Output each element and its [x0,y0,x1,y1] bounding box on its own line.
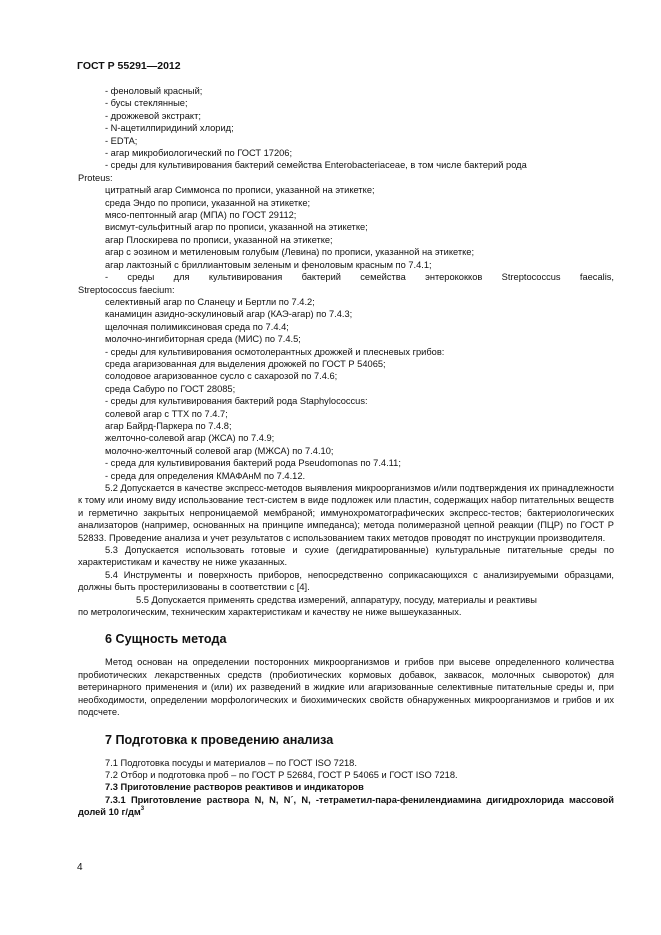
reagent-list [78,85,614,482]
list-item: Streptococcus faecium: [78,284,175,295]
paragraph-5-4: 5.4 Инструменты и поверхность приборов, непосредственно соприкасающихся с анализируемыми образцами, должны быть простерилизованы в соответствии с [4]. [78,569,614,593]
list-item: агар Байрд-Паркера по 7.4.8; [105,420,232,431]
list-item: - среды для культивирования бактерий семейства Enterobacteriaceae, в том числе бактерий рода [105,160,527,171]
list-item: агар Плоскирева по прописи, указанной на этикетке; [105,234,333,245]
list-item: висмут-сульфитный агар по прописи, указанной на этикетке; [105,222,368,233]
standard-header: ГОСТ Р 55291—2012 [77,60,181,72]
page-number: 4 [77,862,83,873]
list-item: - феноловый красный; [105,86,203,96]
list-item: - среды для культивирования осмотолерантных дрожжей и плесневых грибов: [105,346,445,357]
paragraph-5-5-line1: 5.5 Допускается применять средства измерений, аппаратуру, посуду, материалы и реактивы [136,594,537,605]
list-item: солодовое агаризованное сусло с сахарозой по 7.4.6; [105,371,338,382]
list-item: агар лактозный с бриллиантовым зеленым и феноловым красным по 7.4.1; [105,259,432,270]
list-item: - агар микробиологический по ГОСТ 17206; [105,148,293,159]
list-item: канамицин азидно-эскулиновый агар (КАЭ-агар) по 7.4.3; [105,309,353,320]
section-6-text: Метод основан на определении посторонних микроорганизмов и грибов при высеве определенного количества пробиотических лекарственных средств (пробиотических кормовых добавок, заквасок, молочных сывороток) для ветеринарного применения и (или) их разведений в жидкие или агаризованные селективные питательные среды и, при необходимости, определении морфологических и биохимических свойств обнаруженных микроорганизмов и грибов и их подсчете. [78,657,614,718]
paragraph-5-5-line2: по метрологическим, техническим характеристикам и качеству не ниже вышеуказанных. [78,607,462,618]
list-item: агар с эозином и метиленовым голубым (Левина) по прописи, указанной на этикетке; [105,247,475,258]
list-item: - дрожжевой экстракт; [105,110,201,121]
section-6-heading: 6 Сущность метода [105,632,227,647]
clause-7-2: 7.2 Отбор и подготовка проб – по ГОСТ Р 52684, ГОСТ Р 54065 и ГОСТ ISO 7218. [105,769,458,780]
list-item: цитратный агар Симмонса по прописи, указанной на этикетке; [105,185,375,196]
page-content [78,85,614,819]
list-item: молочно-желточный солевой агар (МЖСА) по 7.4.10; [105,445,334,456]
paragraph-5-3: 5.3 Допускается использовать готовые и сухие (дегидратированные) культуральные питательные среды по характеристикам и качеству не ниже указанных. [78,545,614,568]
list-item: - среды для культивирования бактерий семейства энтерококков Streptococcus faecalis, [105,272,614,283]
list-item: - среда для культивирования бактерий рода Pseudomonas по 7.4.11; [105,458,401,469]
clause-7-1: 7.1 Подготовка посуды и материалов – по ГОСТ ISO 7218. [105,757,357,768]
list-item: мясо-пептонный агар (МПА) по ГОСТ 29112; [105,210,297,221]
list-item: среда агаризованная для выделения дрожжей по ГОСТ Р 54065; [105,358,386,369]
paragraph-5-2: 5.2 Допускается в качестве экспресс-методов выявления микроорганизмов и/или подтверждения их принадлежности к тому или иному виду использование тест-систем в виде подложек или пластин, содержащих набор питательных веществ и герметично закрытых непроницаемой мембраной; иммунохроматографических экспресс-тестов; бактериологических анализаторов (например, основанных на принципе импеданса); метода полимеразной цепной реакции (ПЦР) по ГОСТ Р 52833. Проведение анализа и учет результатов с использованием таких методов проводят по инструкции производителя. [78,483,614,543]
list-item: - среды для культивирования бактерий рода Staphylococcus: [105,396,368,407]
list-item: среда Сабуро по ГОСТ 28085; [105,383,236,394]
list-item: среда Эндо по прописи, указанной на этикетке; [105,197,311,208]
list-item: молочно-ингибиторная среда (МИС) по 7.4.5; [105,334,301,345]
list-item: - N-ацетилпиридиний хлорид; [105,123,234,134]
clause-7-3-1 [78,794,614,819]
list-item: желточно-солевой агар (ЖСА) по 7.4.9; [105,433,275,444]
clause-7-3: 7.3 Приготовление растворов реактивов и индикаторов [105,782,364,793]
list-item: - среда для определения КМАФАнМ по 7.4.12. [105,470,306,481]
list-item: Proteus: [78,172,113,183]
unit-superscript: 3 [140,806,145,813]
list-item: селективный агар по Сланецу и Бертли по 7.4.2; [105,296,315,307]
list-item: щелочная полимиксиновая среда по 7.4.4; [105,321,289,332]
list-item: - EDTA; [105,135,138,146]
list-item: - бусы стеклянные; [105,98,188,109]
list-item: солевой агар с ТТХ по 7.4.7; [105,408,228,419]
clause-7-3-1-text: 7.3.1 Приготовление раствора N, N, N´, N, -тетраметил-пара-фенилендиамина дигидрохлорида массовой долей 10 г/дм [78,794,614,818]
section-7-heading: 7 Подготовка к проведению анализа [105,732,334,747]
